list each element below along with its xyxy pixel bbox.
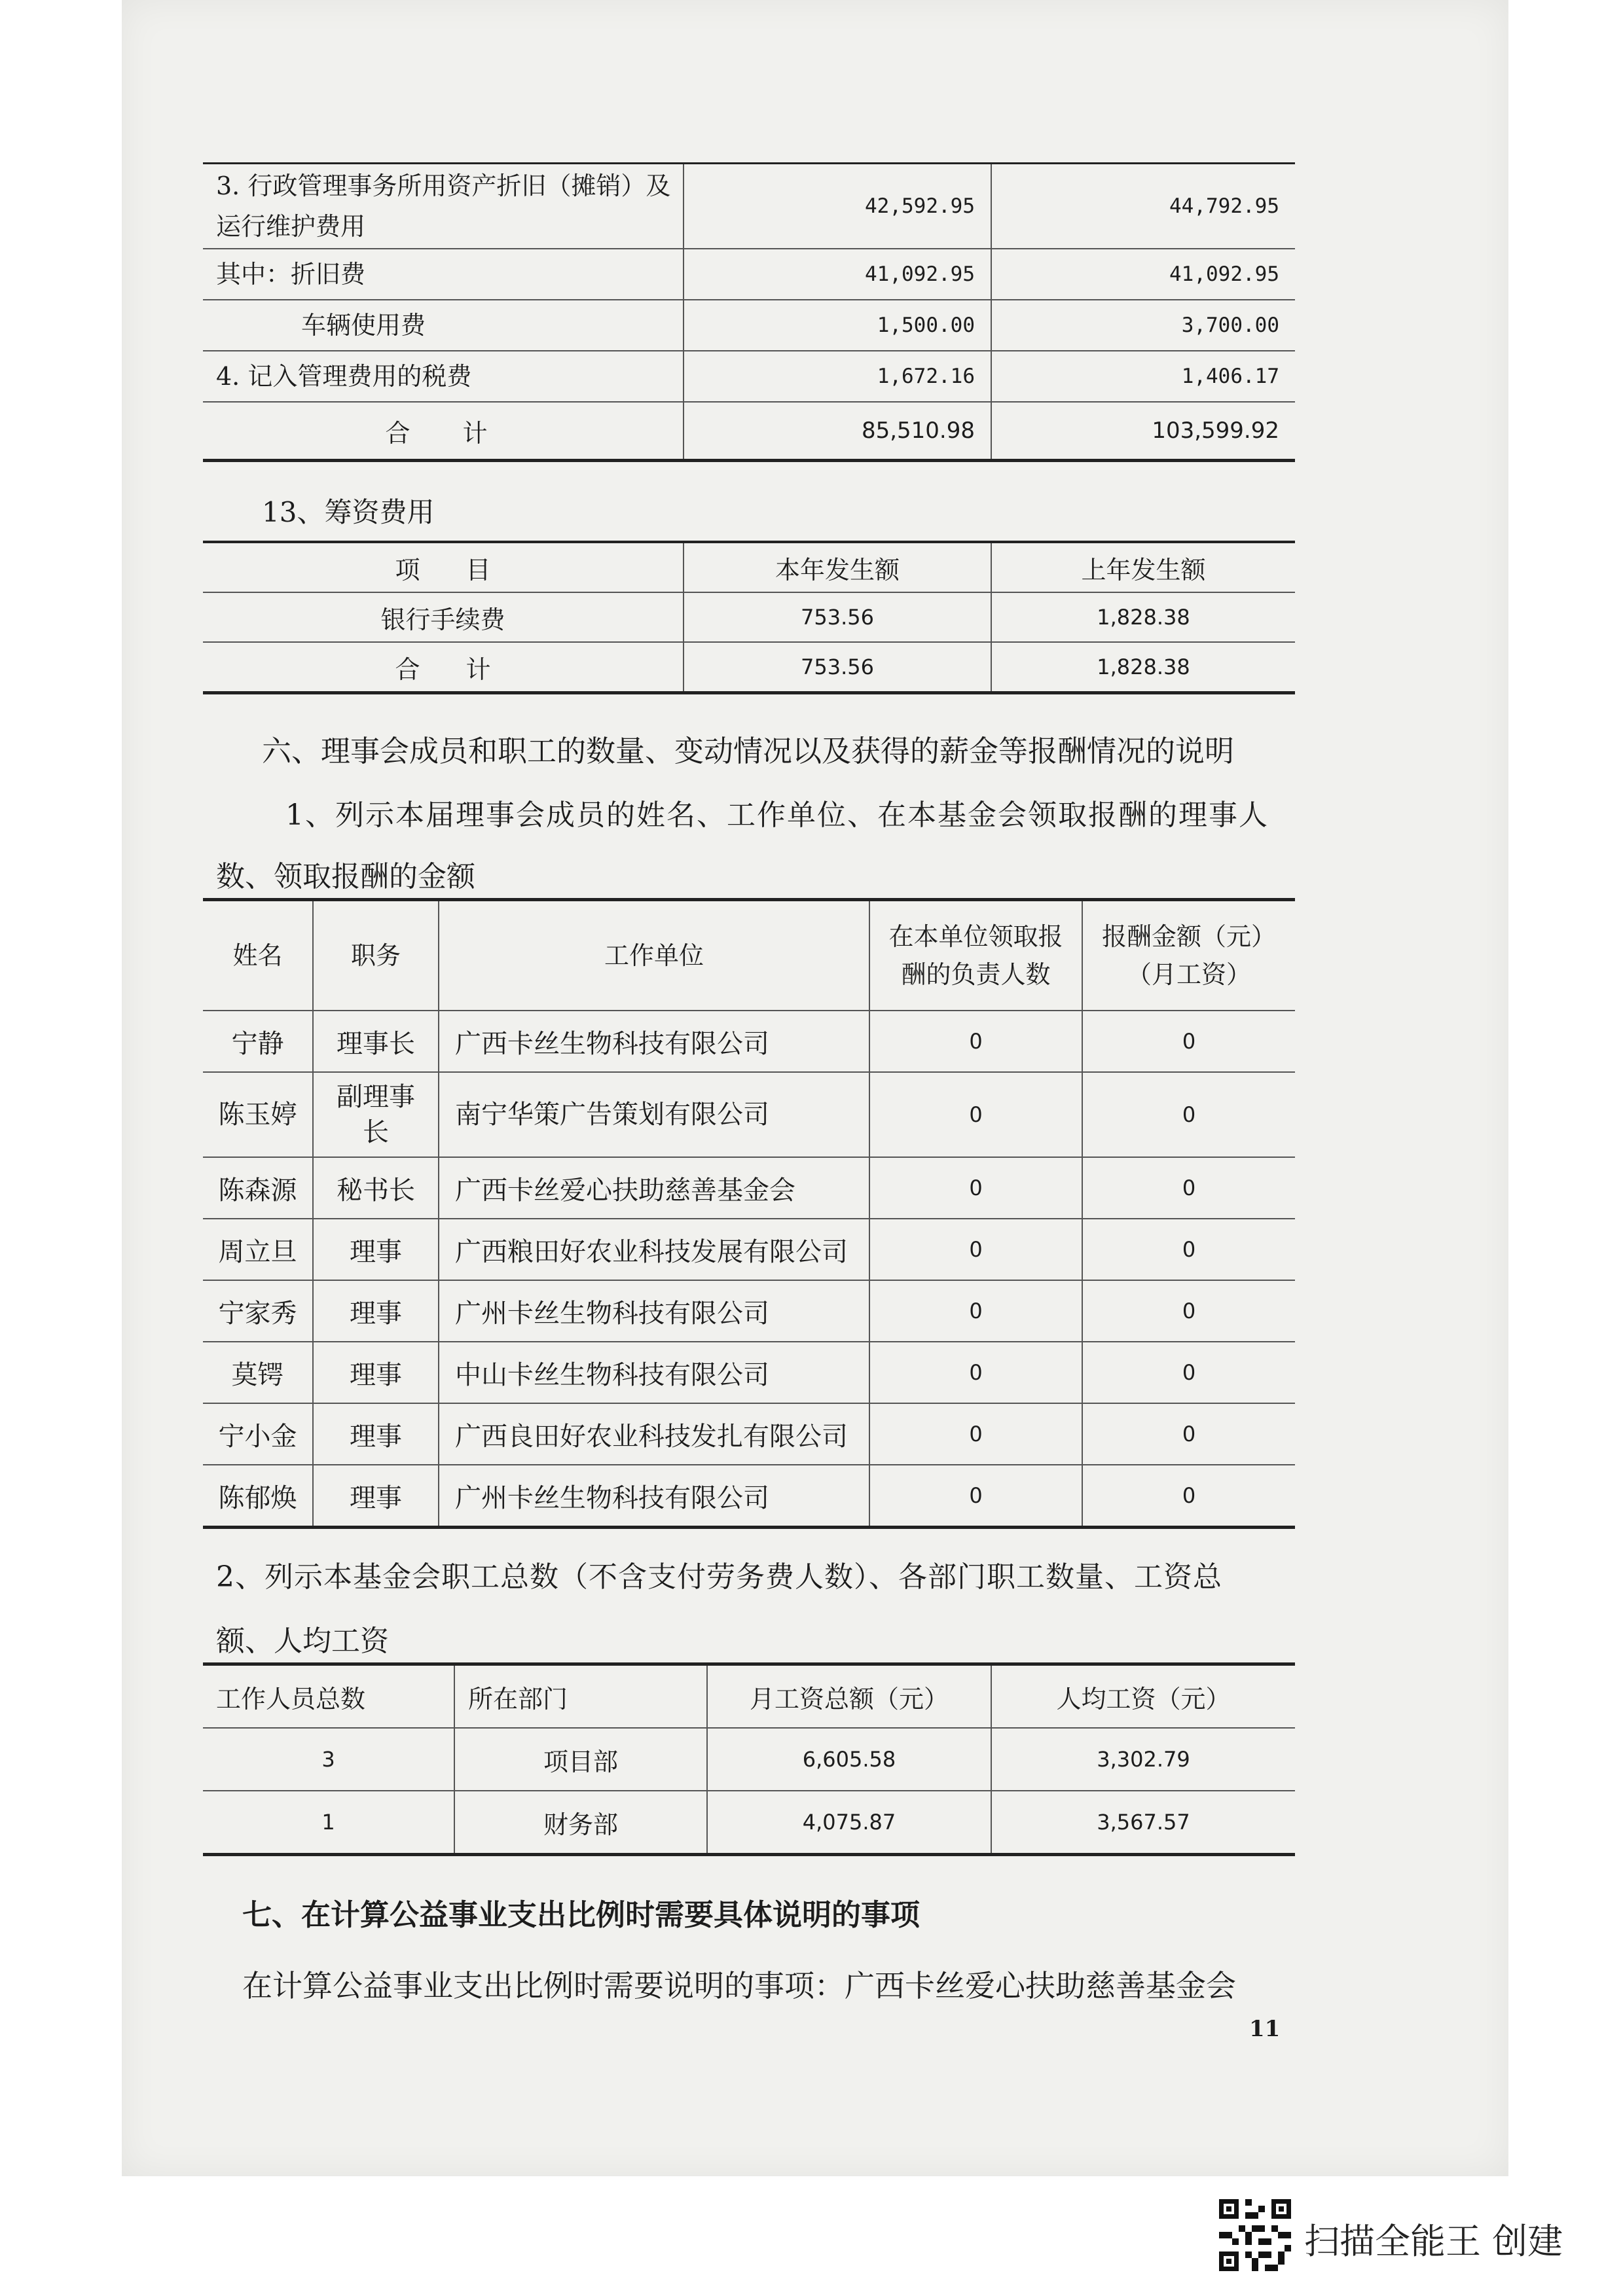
member-name: 宁家秀	[203, 1280, 313, 1342]
member-amount: 0	[1082, 1157, 1295, 1219]
current-year-value: 1,500.00	[684, 300, 991, 351]
column-header-name: 姓名	[203, 900, 313, 1011]
table-row	[203, 1157, 1295, 1219]
member-count: 0	[869, 1280, 1082, 1342]
member-name: 莫锷	[203, 1342, 313, 1403]
current-year-value: 753.56	[684, 592, 991, 642]
staff-total: 3	[203, 1728, 454, 1791]
member-count: 0	[869, 1157, 1082, 1219]
member-position: 理事	[313, 1342, 439, 1403]
table-header-row	[203, 1664, 1295, 1729]
member-unit: 中山卡丝生物科技有限公司	[439, 1342, 869, 1403]
table-row	[203, 592, 1295, 642]
member-amount: 0	[1082, 1219, 1295, 1280]
column-header-amount	[1082, 900, 1295, 1011]
staff-department: 财务部	[454, 1791, 707, 1855]
table-row	[203, 1791, 1295, 1855]
average-salary: 3,567.57	[991, 1791, 1295, 1855]
member-amount: 0	[1082, 1342, 1295, 1403]
member-position: 秘书长	[313, 1157, 439, 1219]
position-line: 副理事	[337, 1082, 415, 1112]
member-name: 陈森源	[203, 1157, 313, 1219]
total-row	[203, 642, 1295, 693]
board-members-table	[203, 898, 1295, 1529]
monthly-salary-total: 4,075.87	[707, 1791, 991, 1855]
member-name: 宁小金	[203, 1403, 313, 1465]
total-prior-value: 103,599.92	[991, 402, 1295, 461]
table-row	[203, 1465, 1295, 1528]
table-row	[203, 1011, 1295, 1072]
item-1-text-line2: 数、领取报酬的金额	[216, 860, 475, 893]
member-unit: 广西卡丝爱心扶助慈善基金会	[439, 1157, 869, 1219]
section-7-text: 在计算公益事业支出比例时需要说明的事项：广西卡丝爱心扶助慈善基金会	[242, 1968, 1236, 2003]
item-2-text-line1: 2、列示本基金会职工总数（不含支付劳务费人数）、各部门职工数量、工资总	[216, 1560, 1222, 1594]
table-row	[203, 1072, 1295, 1157]
table-row	[203, 1728, 1295, 1791]
staff-department: 项目部	[454, 1728, 707, 1791]
header-line: 酬的负责人数	[901, 960, 1051, 989]
section-7-heading: 七、在计算公益事业支出比例时需要具体说明的事项	[242, 1897, 921, 1932]
member-amount: 0	[1082, 1072, 1295, 1157]
member-name: 陈玉婷	[203, 1072, 313, 1157]
monthly-salary-total: 6,605.58	[707, 1728, 991, 1791]
item-label: 银行手续费	[203, 592, 684, 642]
qr-code-icon	[1219, 2199, 1291, 2271]
table-row	[203, 1219, 1295, 1280]
fundraising-expense-table	[203, 541, 1295, 694]
prior-year-value: 1,406.17	[991, 351, 1295, 402]
item-2-text-line2: 额、人均工资	[216, 1624, 389, 1658]
column-header: 项目	[203, 542, 684, 592]
prior-year-value: 1,828.38	[991, 642, 1295, 693]
member-count: 0	[869, 1342, 1082, 1403]
staff-total: 1	[321, 1810, 335, 1835]
prior-year-value: 41,092.95	[991, 249, 1295, 300]
average-salary: 3,302.79	[991, 1728, 1295, 1791]
column-header-count	[869, 900, 1082, 1011]
column-header: 上年发生额	[991, 542, 1295, 592]
column-header: 工作人员总数	[203, 1664, 454, 1729]
prior-year-value: 44,792.95	[991, 164, 1295, 249]
member-unit: 广西粮田好农业科技发展有限公司	[439, 1219, 869, 1280]
member-count: 0	[869, 1072, 1082, 1157]
item-label: 合计	[395, 655, 537, 684]
member-unit: 南宁华策广告策划有限公司	[439, 1072, 869, 1157]
staff-table	[203, 1662, 1295, 1856]
member-amount: 0	[1082, 1465, 1295, 1528]
row-label: 其中：折旧费	[203, 249, 684, 300]
total-label: 合计	[203, 402, 684, 461]
table-row	[203, 300, 1295, 351]
member-count: 0	[869, 1403, 1082, 1465]
row-label: 3. 行政管理事务所用资产折旧（摊销）及运行维护费用	[203, 164, 684, 249]
member-position: 理事	[313, 1219, 439, 1280]
header-line: 在本单位领取报	[888, 922, 1063, 951]
column-header: 月工资总额（元）	[707, 1664, 991, 1729]
current-year-value: 753.56	[684, 642, 991, 693]
member-position: 理事长	[313, 1011, 439, 1072]
table-header-row	[203, 542, 1295, 592]
table-header-row	[203, 900, 1295, 1011]
watermark-text: 扫描全能王 创建	[1304, 2221, 1563, 2262]
total-current-value: 85,510.98	[684, 402, 991, 461]
page-number: 11	[1249, 2016, 1281, 2042]
table-row	[203, 164, 1295, 249]
member-unit: 广州卡丝生物科技有限公司	[439, 1280, 869, 1342]
total-row	[203, 402, 1295, 461]
header-line: 报酬金额（元）	[1101, 922, 1276, 951]
row-label: 4. 记入管理费用的税费	[203, 351, 684, 402]
header-line: （月工资）	[1126, 960, 1251, 989]
column-header-position: 职务	[313, 900, 439, 1011]
member-unit: 广西良田好农业科技发扎有限公司	[439, 1403, 869, 1465]
table-row	[203, 1342, 1295, 1403]
prior-year-value: 1,828.38	[991, 592, 1295, 642]
row-label: 车辆使用费	[203, 300, 684, 351]
member-position: 理事	[313, 1280, 439, 1342]
member-name: 陈郁焕	[218, 1482, 297, 1513]
column-header: 本年发生额	[684, 542, 991, 592]
column-header-unit: 工作单位	[439, 900, 869, 1011]
member-position: 理事	[313, 1465, 439, 1528]
member-position: 理事	[313, 1403, 439, 1465]
member-amount: 0	[1082, 1011, 1295, 1072]
member-position	[313, 1072, 439, 1157]
member-count: 0	[869, 1465, 1082, 1528]
section-13-heading: 13、筹资费用	[262, 496, 435, 528]
member-count: 0	[869, 1011, 1082, 1072]
section-6-heading: 六、理事会成员和职工的数量、变动情况以及获得的薪金等报酬情况的说明	[262, 734, 1235, 768]
current-year-value: 41,092.95	[684, 249, 991, 300]
position-line: 长	[363, 1117, 389, 1147]
member-amount: 0	[1082, 1403, 1295, 1465]
column-header: 人均工资（元）	[991, 1664, 1295, 1729]
member-unit: 广州卡丝生物科技有限公司	[439, 1465, 869, 1528]
table-row	[203, 249, 1295, 300]
member-unit: 广西卡丝生物科技有限公司	[439, 1011, 869, 1072]
item-1-text-line1: 1、列示本届理事会成员的姓名、工作单位、在本基金会领取报酬的理事人	[285, 798, 1269, 832]
table-row	[203, 351, 1295, 402]
admin-expense-table	[203, 162, 1295, 462]
prior-year-value: 3,700.00	[991, 300, 1295, 351]
table-row	[203, 1403, 1295, 1465]
current-year-value: 42,592.95	[684, 164, 991, 249]
scanner-watermark	[1219, 2199, 1586, 2271]
column-header: 所在部门	[454, 1664, 707, 1729]
member-name: 宁静	[203, 1011, 313, 1072]
current-year-value: 1,672.16	[684, 351, 991, 402]
table-row	[203, 1280, 1295, 1342]
member-amount: 0	[1082, 1280, 1295, 1342]
member-name: 周立旦	[203, 1219, 313, 1280]
member-count: 0	[869, 1219, 1082, 1280]
